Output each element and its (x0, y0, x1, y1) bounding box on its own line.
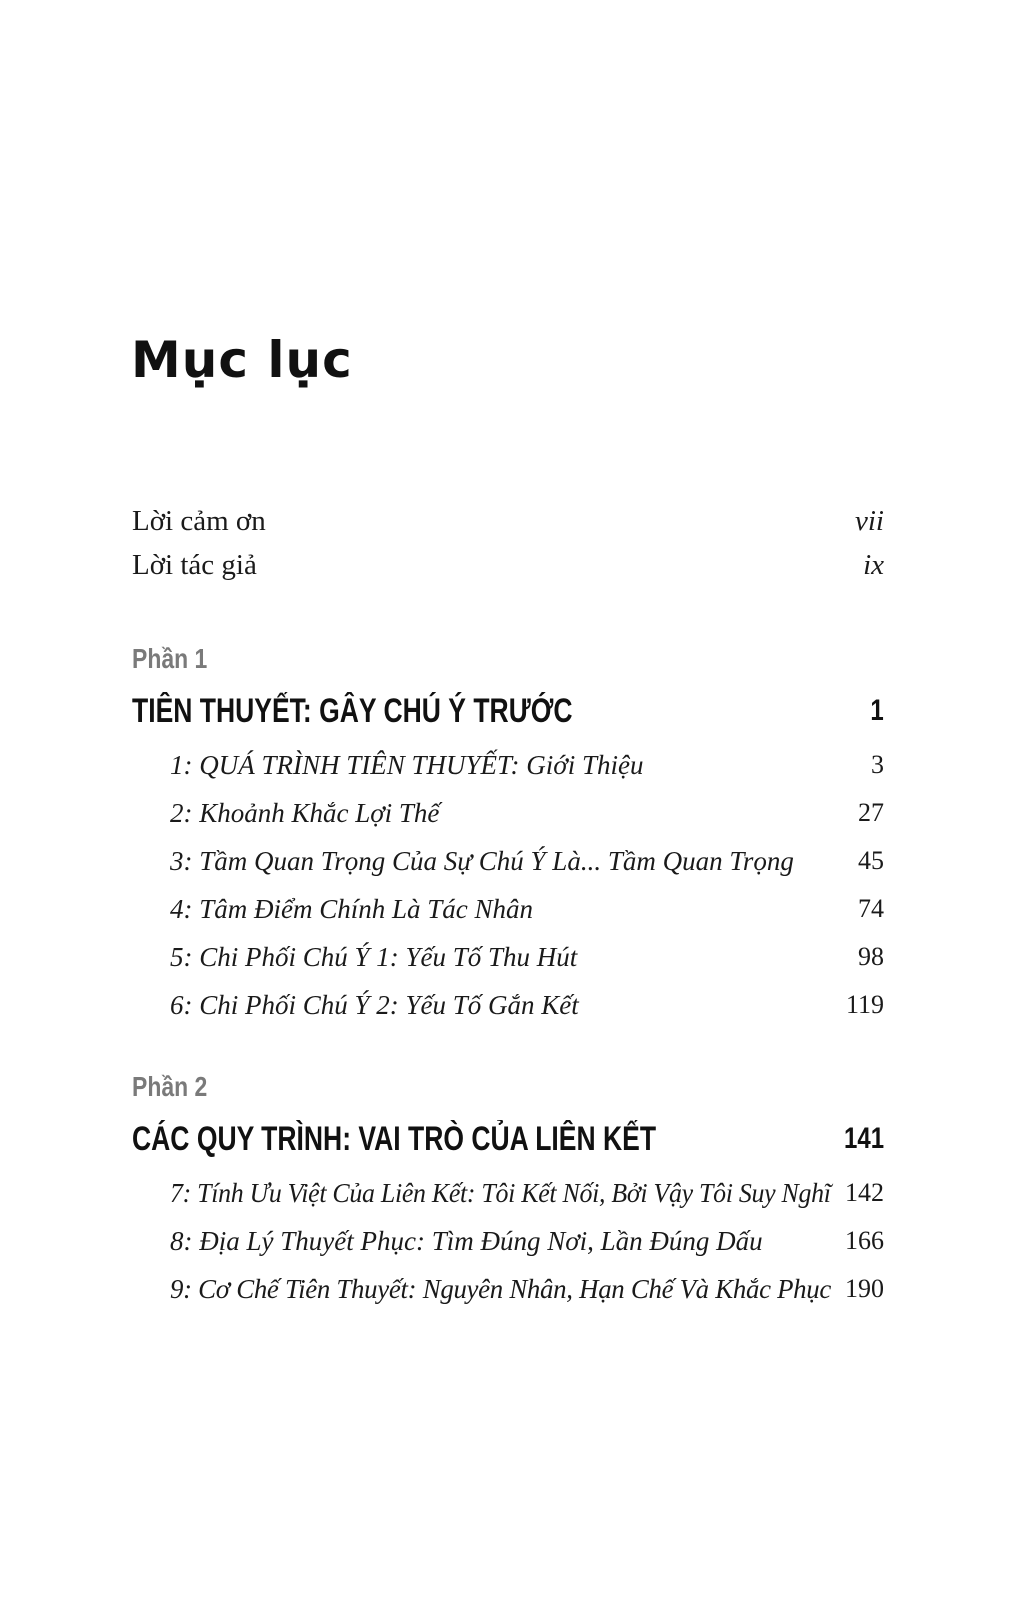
chapter-page: 3 (871, 750, 884, 779)
part-label: Phần 1 (132, 643, 208, 674)
front-matter-label: Lời cảm ơn (132, 505, 266, 537)
chapter-row (170, 1269, 884, 1309)
chapter-page: 142 (845, 1178, 884, 1207)
chapter-row (170, 985, 884, 1025)
front-matter-label: Lời tác giả (132, 549, 257, 581)
chapter-page: 190 (845, 1274, 884, 1303)
part-heading-page: 141 (843, 1122, 884, 1155)
chapter-row (170, 1221, 884, 1261)
part-heading-page: 1 (870, 694, 884, 727)
chapter-title: 4: Tâm Điểm Chính Là Tác Nhân (170, 894, 534, 924)
chapter-page: 98 (858, 942, 884, 971)
part-label: Phần 2 (132, 1071, 208, 1102)
part-heading-title: CÁC QUY TRÌNH: VAI TRÒ CỦA LIÊN KẾT (132, 1120, 657, 1158)
part-heading-row (132, 689, 884, 733)
chapter-page: 27 (858, 798, 884, 827)
chapter-row (170, 937, 884, 977)
chapter-title: 6: Chi Phối Chú Ý 2: Yếu Tố Gắn Kết (170, 990, 579, 1020)
chapter-row (170, 889, 884, 929)
chapter-title: 9: Cơ Chế Tiên Thuyết: Nguyên Nhân, Hạn Chế Và Khắc Phục (170, 1274, 832, 1304)
chapter-row (170, 1173, 884, 1213)
page-title: Mục lục (131, 331, 353, 389)
chapter-title: 8: Địa Lý Thuyết Phục: Tìm Đúng Nơi, Lần Đúng Dấu (170, 1226, 763, 1256)
chapter-page: 74 (858, 894, 884, 923)
chapter-row (170, 841, 884, 881)
chapter-title: 2: Khoảnh Khắc Lợi Thế (170, 798, 440, 828)
front-matter-row-preface (132, 545, 884, 585)
chapter-title: 1: QUÁ TRÌNH TIÊN THUYẾT: Giới Thiệu (170, 750, 644, 780)
chapter-row (170, 793, 884, 833)
chapter-title: 5: Chi Phối Chú Ý 1: Yếu Tố Thu Hút (170, 942, 578, 972)
chapter-page: 119 (845, 990, 884, 1019)
chapter-title: 7: Tính Ưu Việt Của Liên Kết: Tôi Kết Nối, Bởi Vậy Tôi Suy Nghĩ (170, 1178, 831, 1208)
chapter-row (170, 745, 884, 785)
front-matter-page: vii (855, 505, 884, 537)
part-heading-row (132, 1117, 884, 1161)
front-matter-page: ix (863, 549, 884, 581)
front-matter-row-acknowledgements (132, 501, 884, 541)
chapter-title: 3: Tầm Quan Trọng Của Sự Chú Ý Là... Tầm Quan Trọng (170, 846, 794, 876)
chapter-page: 166 (845, 1226, 884, 1255)
chapter-page: 45 (858, 846, 884, 875)
part-heading-title: TIÊN THUYẾT: GÂY CHÚ Ý TRƯỚC (132, 692, 573, 730)
